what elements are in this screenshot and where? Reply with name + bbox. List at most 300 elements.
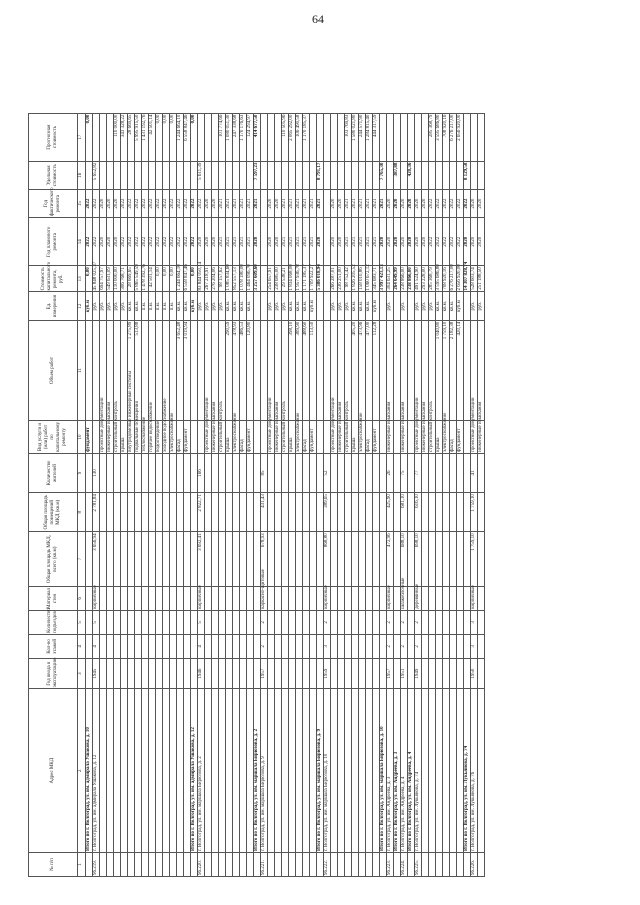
table-cell [86, 493, 93, 532]
table-cell [149, 586, 156, 610]
table-cell: 130 [93, 453, 100, 492]
table-cell: 405,20 [352, 320, 359, 420]
table-cell [457, 453, 464, 492]
table-cell: 52 [324, 453, 331, 492]
table-row [275, 48, 282, 877]
table-cell: 1957 [387, 658, 394, 689]
table-row [121, 48, 128, 877]
table-cell [394, 610, 401, 634]
table-cell [464, 658, 471, 689]
table-cell [156, 493, 163, 532]
table-cell: 2 [415, 610, 422, 634]
table-cell [317, 586, 324, 610]
table-row [310, 48, 317, 877]
table-cell: фасад [177, 421, 184, 454]
table-cell [177, 161, 184, 189]
table-cell: фасад [450, 421, 457, 454]
column-header: Удельная стоимость [29, 161, 78, 189]
table-cell [149, 689, 156, 853]
table-row [401, 48, 408, 877]
table-total-row [380, 48, 387, 877]
table-cell: 2021 [233, 189, 240, 217]
table-cell [275, 689, 282, 853]
table-cell [128, 532, 135, 587]
table-cell: 2020 [107, 189, 114, 217]
table-row [93, 48, 100, 877]
table-cell: 96.221. [261, 853, 268, 877]
table-cell: 0,00 [191, 266, 198, 292]
table-cell [359, 610, 366, 634]
table-cell [394, 113, 401, 161]
table-cell: 0,00 [163, 266, 170, 292]
table-cell [254, 586, 261, 610]
table-cell [142, 634, 149, 658]
table-cell [282, 586, 289, 610]
table-cell [86, 453, 93, 492]
table-cell [310, 453, 317, 492]
table-cell [373, 453, 380, 492]
table-cell: кирпичные [324, 585, 329, 609]
table-cell [86, 634, 93, 658]
table-cell: 96.220. [198, 853, 205, 877]
table-cell: инженерные изыскания [401, 401, 406, 452]
table-cell: г. Волгоград, ул. им. адмирала Ушакова, д. 12 [93, 689, 100, 853]
column-header: Кол-во этажей [29, 634, 78, 658]
table-cell [352, 658, 359, 689]
column-header: Год фактического ремонта [29, 189, 78, 217]
table-cell: 1 275,89 [128, 320, 135, 420]
table-cell [401, 161, 408, 189]
table-cell [422, 658, 429, 689]
table-cell [373, 689, 380, 853]
table-cell: 29 538,21 [282, 266, 289, 292]
table-cell: проектные документации [100, 397, 105, 452]
table-cell [331, 610, 338, 634]
table-cell: теплоснабжение [142, 416, 147, 452]
table-cell [254, 421, 261, 454]
table-cell: кв.м. [233, 292, 240, 320]
table-row [457, 48, 464, 877]
table-cell [170, 493, 177, 532]
table-cell [198, 113, 205, 161]
column-header: Стоимость капитального ремонта, руб. [29, 266, 78, 292]
table-cell [282, 493, 289, 532]
table-row [443, 48, 450, 877]
table-cell: 491 524,90 [415, 266, 422, 292]
table-cell: 2020 [331, 189, 338, 217]
table-cell [373, 586, 380, 610]
table-cell: 616,10 [415, 493, 422, 532]
table-cell [436, 610, 443, 634]
table-cell: 2021 [303, 218, 310, 266]
table-cell: 293 228,00 [422, 266, 429, 292]
table-row [338, 48, 345, 877]
table-cell: горячее водоснабжение [149, 401, 154, 452]
table-row [233, 48, 240, 877]
table-cell: 96.224. [401, 853, 408, 877]
table-total-row [394, 48, 401, 877]
table-cell [254, 292, 261, 320]
table-cell [457, 532, 464, 587]
table-cell: 1 759,10 [471, 532, 478, 587]
table-cell [226, 689, 233, 853]
table-cell [191, 493, 198, 532]
table-cell [422, 634, 429, 658]
table-cell [289, 532, 296, 587]
table-cell: 708 920,16 [443, 113, 450, 161]
table-cell: 2021 [296, 189, 303, 217]
table-cell [163, 610, 170, 634]
table-cell [233, 493, 240, 532]
table-cell [212, 532, 219, 587]
table-cell [478, 658, 485, 689]
table-cell [149, 853, 156, 877]
table-cell: руб. [387, 292, 394, 320]
table-cell [114, 453, 121, 492]
table-header-row [29, 48, 78, 877]
table-cell [205, 113, 212, 161]
table-cell [464, 113, 471, 161]
table-cell: 2020 [268, 218, 275, 266]
table-cell: 444 317,59 [373, 113, 380, 161]
table-cell: строительный контроль [429, 401, 434, 452]
table-cell [436, 658, 443, 689]
table-row [422, 48, 429, 877]
table-cell [121, 853, 128, 877]
table-cell [128, 658, 135, 689]
table-cell: 2022 [177, 218, 184, 266]
table-cell [268, 658, 275, 689]
table-cell: п.м. [163, 292, 170, 320]
table-cell [380, 586, 387, 610]
table-cell: фундамент [184, 421, 191, 454]
table-cell [415, 161, 422, 189]
table-cell [128, 853, 135, 877]
table-cell: Итого по г. Волгоград, ул. им. маршала Бирюзова, д. 9 [317, 689, 324, 853]
table-cell: 0,00 [156, 266, 163, 292]
table-cell [198, 320, 205, 420]
table-cell [408, 113, 415, 161]
table-row [247, 48, 254, 877]
table-cell: 2020 [478, 189, 485, 217]
table-cell [100, 586, 107, 610]
table-cell [450, 493, 457, 532]
table-cell: 83 844 050,14 [198, 261, 203, 291]
table-cell: 1 957 936,78 [296, 264, 301, 291]
table-cell: 1 040,80 [436, 320, 443, 420]
table-cell [205, 610, 212, 634]
table-cell: 42 501,14 [149, 113, 156, 161]
table-cell [247, 658, 254, 689]
table-cell [275, 658, 282, 689]
table-cell: 694 757,97 [100, 266, 107, 292]
table-cell: 488,60 [303, 320, 310, 420]
table-cell [443, 853, 450, 877]
table-cell: фундамент [310, 421, 317, 454]
column-number: 15 [78, 189, 86, 217]
table-cell [324, 266, 331, 292]
table-cell: 2021 [366, 218, 373, 266]
table-cell [212, 610, 219, 634]
table-cell: 2020 [408, 218, 415, 266]
table-cell [345, 689, 352, 853]
table-cell: 42 501,14 [149, 266, 156, 292]
table-cell [212, 853, 219, 877]
table-cell: 251 188,50 [478, 266, 485, 292]
table-cell [163, 853, 170, 877]
table-cell [240, 493, 247, 532]
table-cell [457, 586, 464, 610]
table-cell [86, 532, 93, 587]
table-cell [149, 532, 156, 587]
table-cell: 2022 [128, 189, 135, 217]
table-cell [450, 453, 457, 492]
table-cell [317, 292, 324, 320]
table-cell [352, 453, 359, 492]
table-cell [275, 586, 282, 610]
table-cell: 2021 [359, 189, 366, 217]
table-cell: 3 997 423,13 [380, 264, 385, 291]
table-cell: 2022 [170, 218, 177, 266]
table-cell: 1 826 205,52 [352, 264, 357, 291]
table-cell: 3 [471, 634, 478, 658]
table-cell: 2021 [240, 218, 247, 266]
table-cell [429, 853, 436, 877]
table-cell: 2022 [142, 218, 149, 266]
table-cell [352, 586, 359, 610]
table-cell [261, 113, 268, 161]
table-cell [373, 493, 380, 532]
table-cell [93, 320, 100, 420]
table-cell [114, 689, 121, 853]
table-cell: 41 [471, 453, 478, 492]
table-cell [121, 689, 128, 853]
table-cell: 2021 [373, 189, 380, 217]
table-cell: Итого по г. Волгоград, ул. им. Андреева, д. 3 [394, 689, 401, 853]
table-total-row [317, 48, 324, 877]
table-cell: 431,43 [261, 493, 268, 532]
table-cell [303, 689, 310, 853]
table-cell [303, 610, 310, 634]
table-cell [142, 586, 149, 610]
table-cell [247, 853, 254, 877]
column-number: 11 [78, 320, 86, 420]
table-cell: 2021 [310, 218, 317, 266]
table-cell [107, 853, 114, 877]
table-cell [135, 493, 142, 532]
table-cell [289, 453, 296, 492]
table-cell: 2020 [338, 189, 345, 217]
table-cell [114, 586, 121, 610]
table-cell: 2020 [478, 218, 485, 266]
table-cell [184, 453, 191, 492]
table-cell: 549 631,09 [107, 266, 114, 292]
table-cell [352, 610, 359, 634]
table-cell: 113,50 [310, 320, 317, 420]
table-cell [394, 658, 401, 689]
table-cell [296, 689, 303, 853]
table-cell [310, 658, 317, 689]
table-cell [443, 658, 450, 689]
table-row [177, 48, 184, 877]
table-cell [142, 493, 149, 532]
table-cell: 120,80 [247, 320, 254, 420]
table-cell: деревянные [415, 583, 420, 609]
table-cell [275, 853, 282, 877]
table-cell [436, 689, 443, 853]
table-cell [394, 453, 401, 492]
table-cell [366, 532, 373, 587]
table-cell: 2020 [205, 189, 212, 217]
table-cell [142, 161, 149, 189]
table-cell: фасад [366, 421, 373, 454]
table-cell [156, 610, 163, 634]
table-cell: 2020 [205, 218, 212, 266]
table-cell [303, 586, 310, 610]
table-row [296, 48, 303, 877]
table-cell: 75 [401, 453, 408, 492]
table-cell [226, 658, 233, 689]
table-cell [296, 532, 303, 587]
table-cell: 2022 [121, 189, 128, 217]
table-cell [450, 689, 457, 853]
table-cell [156, 658, 163, 689]
table-cell: кв.м. [135, 292, 142, 320]
table-cell [163, 453, 170, 492]
table-cell [135, 634, 142, 658]
table-cell [100, 634, 107, 658]
table-cell [170, 320, 177, 420]
table-cell [310, 853, 317, 877]
table-cell: Итого по г. Волгоград, ул. им. адмирала Ушакова, д. 10 [86, 689, 93, 853]
table-cell: каркасно-щитовые [261, 569, 266, 609]
table-cell: 110 000,00 [114, 113, 121, 161]
table-cell [163, 161, 170, 189]
table-cell: 2 182,38 [450, 320, 457, 420]
table-cell [100, 610, 107, 634]
table-cell: руб. [338, 292, 345, 320]
column-number: 5 [78, 610, 86, 634]
table-cell [408, 421, 415, 454]
table-cell: крыша [436, 421, 443, 454]
table-cell [107, 161, 114, 189]
table-cell [338, 532, 345, 587]
table-cell: кв.м. [443, 292, 450, 320]
table-cell: 2020 [464, 218, 471, 266]
table-cell [310, 532, 317, 587]
table-cell [394, 292, 401, 320]
table-cell [394, 634, 401, 658]
table-cell: 2021 [366, 189, 373, 217]
table-cell: 1 078 180,00 [240, 264, 245, 291]
table-cell: 1945 [93, 658, 100, 689]
table-cell [345, 453, 352, 492]
table-cell: 238 866,00 [408, 266, 415, 292]
table-cell: 852 557,13 [233, 266, 240, 292]
table-cell [310, 689, 317, 853]
table-row [100, 48, 107, 877]
table-cell [380, 853, 387, 877]
table-cell [408, 532, 415, 587]
table-cell [366, 658, 373, 689]
table-cell: 2020 [422, 218, 429, 266]
table-cell [338, 634, 345, 658]
table-cell: проектные документации [331, 397, 336, 452]
table-cell: 2020 [107, 218, 114, 266]
table-cell [142, 853, 149, 877]
table-cell: куб.м [191, 292, 198, 320]
table-cell [191, 453, 198, 492]
table-cell: 1949 [415, 658, 422, 689]
table-row [352, 48, 359, 877]
table-cell [331, 532, 338, 587]
table-row [471, 48, 478, 877]
table-cell: 96.225. [415, 853, 422, 877]
table-cell [436, 453, 443, 492]
table-cell [422, 532, 429, 587]
table-cell: 6 276 217,00 [450, 264, 455, 291]
table-cell [289, 634, 296, 658]
table-cell: инженерные изыскания [478, 401, 483, 452]
table-cell [149, 453, 156, 492]
table-cell: г. Волгоград, ул. им. маршала Бирюзова, д. 10 [324, 689, 331, 853]
table-cell: 236 251,00 [338, 266, 345, 292]
table-cell: п.м. [149, 292, 156, 320]
table-cell: кв.м. [240, 292, 247, 320]
table-cell: 0,00 [156, 113, 163, 161]
table-cell: 101 774,66 [219, 113, 226, 161]
table-cell [345, 161, 352, 189]
table-cell [93, 421, 100, 454]
table-cell: 698,10 [415, 532, 422, 587]
table-cell: 96.222. [324, 853, 331, 877]
table-cell [366, 610, 373, 634]
table-cell: 1 080 051,30 [226, 113, 233, 161]
table-cell: строительный контроль [114, 401, 119, 452]
capital-repair-table [28, 47, 485, 877]
table-row [184, 48, 191, 877]
table-cell: 5 [198, 610, 205, 634]
table-cell: 276 204,06 [212, 266, 219, 292]
table-row [128, 48, 135, 877]
table-cell [254, 853, 261, 877]
table-cell [240, 658, 247, 689]
table-cell [338, 493, 345, 532]
table-cell: руб. [121, 292, 128, 320]
table-cell: 14 307 828,74 [464, 261, 469, 291]
table-cell [443, 689, 450, 853]
table-cell [394, 493, 401, 532]
table-cell: 472,96 [387, 532, 394, 587]
table-cell [128, 493, 135, 532]
table-cell [380, 292, 387, 320]
column-number: 13 [78, 266, 86, 292]
table-cell: 2022 [86, 189, 93, 217]
table-cell: руб. [415, 292, 422, 320]
table-cell [296, 586, 303, 610]
table-cell: 2020 [331, 218, 338, 266]
table-cell: руб. [345, 292, 352, 320]
table-cell [422, 493, 429, 532]
table-cell: 166 [198, 453, 205, 492]
table-cell [254, 532, 261, 587]
column-number: 8 [78, 493, 86, 532]
table-cell: 2021 [373, 218, 380, 266]
table-cell [296, 853, 303, 877]
table-cell: 1 759,10 [443, 320, 450, 420]
page-number: 64 [312, 12, 324, 26]
table-cell [268, 493, 275, 532]
